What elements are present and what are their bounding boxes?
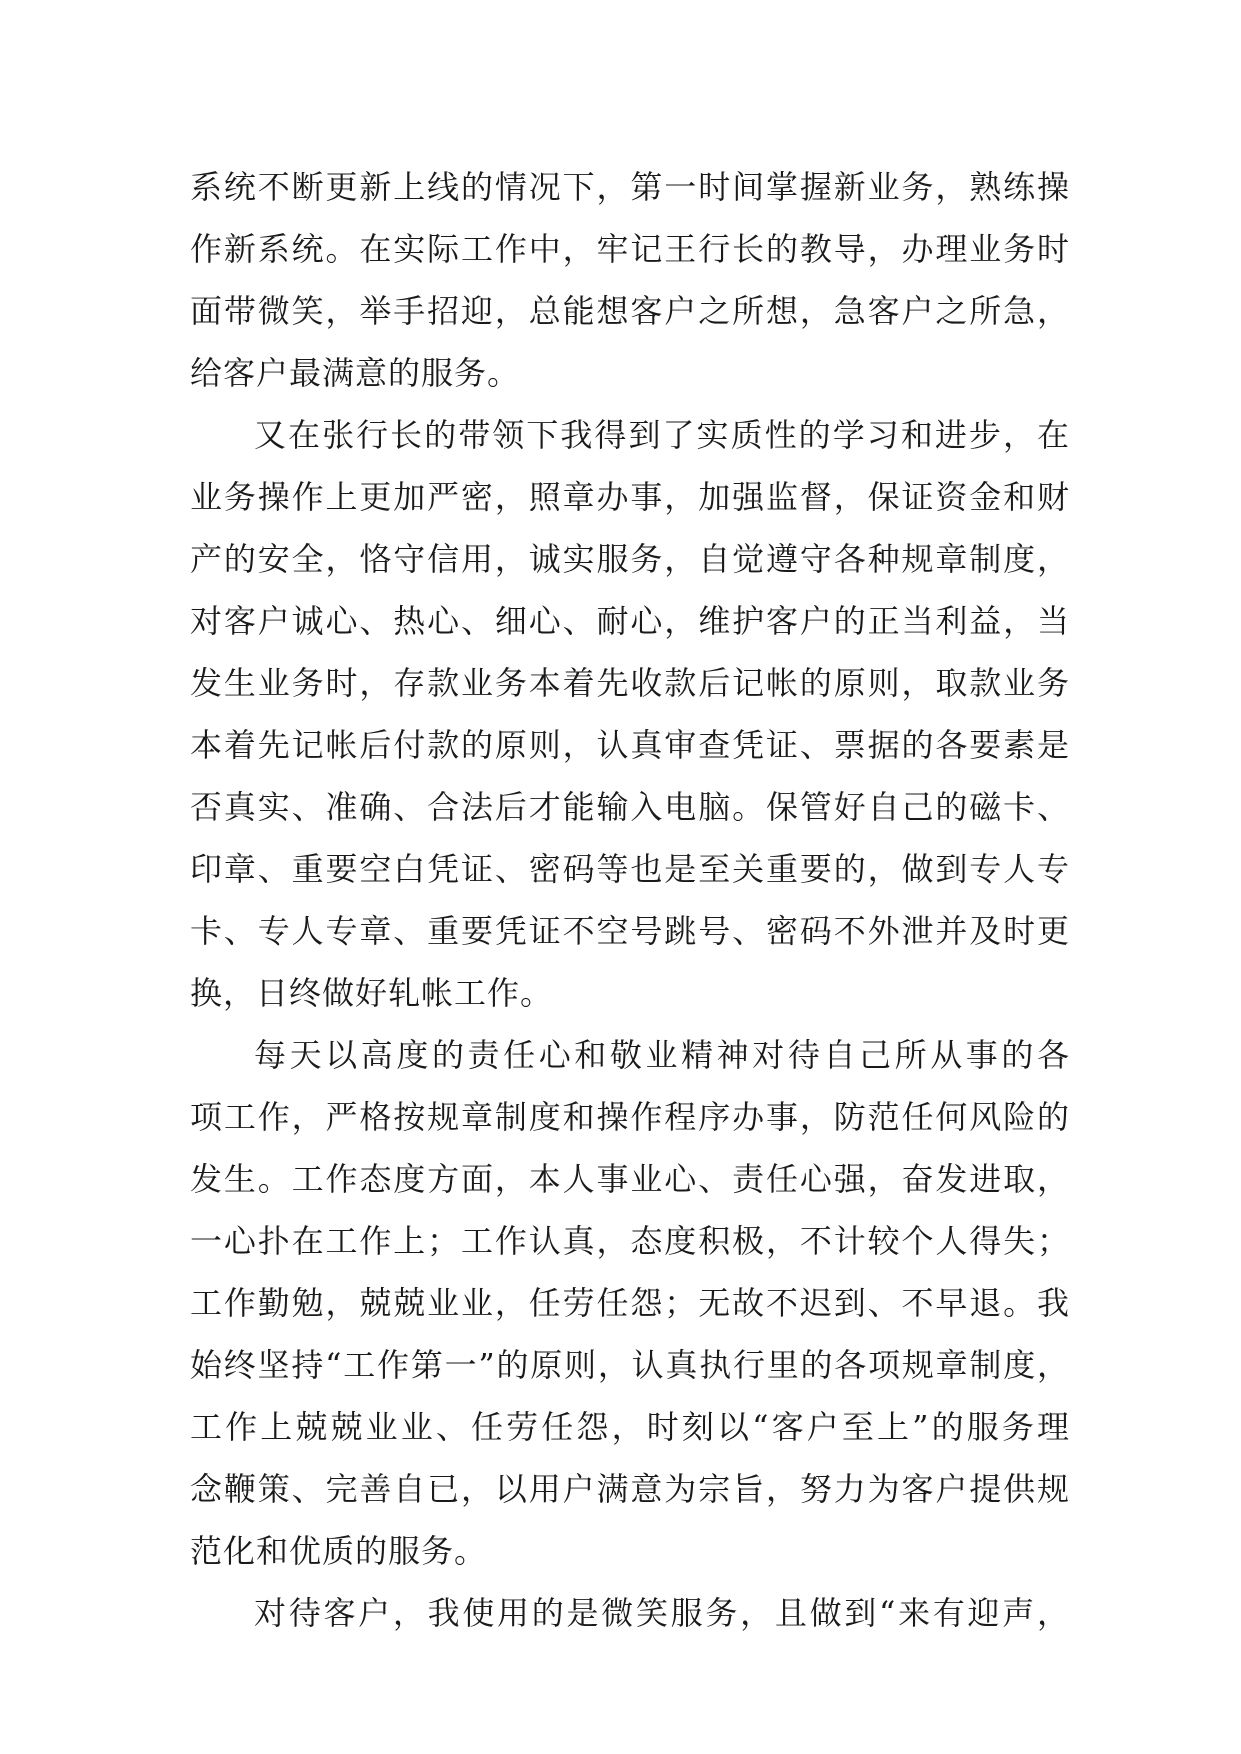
body-text [190, 156, 1070, 1644]
text-line: 发生。工作态度方面，本人事业心、责任心强，奋发进取， [190, 1160, 1070, 1198]
text-line: 否真实、准确、合法后才能输入电脑。保管好自己的磁卡、 [190, 788, 1070, 826]
text-line: 产的安全，恪守信用，诚实服务，自觉遵守各种规章制度， [190, 540, 1070, 578]
text-line: 又在张行长的带领下我得到了实质性的学习和进步，在 [254, 416, 1070, 454]
paragraph [190, 404, 1070, 1024]
text-line: 始终坚持“工作第一”的原则，认真执行里的各项规章制度， [190, 1346, 1070, 1384]
text-line: 对待客户，我使用的是微笑服务，且做到“来有迎声， [254, 1594, 1070, 1632]
text-line: 一心扑在工作上；工作认真，态度积极，不计较个人得失； [190, 1222, 1070, 1260]
text-line: 发生业务时，存款业务本着先收款后记帐的原则，取款业务 [190, 664, 1070, 702]
text-line: 本着先记帐后付款的原则，认真审查凭证、票据的各要素是 [190, 726, 1070, 764]
text-line: 面带微笑，举手招迎，总能想客户之所想，急客户之所急， [190, 292, 1070, 330]
text-line: 工作勤勉，兢兢业业，任劳任怨；无故不迟到、不早退。我 [190, 1284, 1070, 1322]
text-line: 念鞭策、完善自已，以用户满意为宗旨，努力为客户提供规 [190, 1470, 1070, 1508]
text-line: 作新系统。在实际工作中，牢记王行长的教导，办理业务时 [190, 230, 1070, 268]
paragraph [190, 1582, 1070, 1644]
text-line: 项工作，严格按规章制度和操作程序办事，防范任何风险的 [190, 1098, 1070, 1136]
text-line: 印章、重要空白凭证、密码等也是至关重要的，做到专人专 [190, 850, 1070, 888]
text-line: 卡、专人专章、重要凭证不空号跳号、密码不外泄并及时更 [190, 912, 1070, 950]
text-line: 范化和优质的服务。 [190, 1532, 488, 1570]
text-line: 工作上兢兢业业、任劳任怨，时刻以“客户至上”的服务理 [190, 1408, 1070, 1446]
paragraph [190, 156, 1070, 404]
text-line: 系统不断更新上线的情况下，第一时间掌握新业务，熟练操 [190, 168, 1070, 206]
text-line: 换，日终做好轧帐工作。 [190, 974, 554, 1012]
text-line: 业务操作上更加严密，照章办事，加强监督，保证资金和财 [190, 478, 1070, 516]
text-line: 给客户最满意的服务。 [190, 354, 521, 392]
text-line: 对客户诚心、热心、细心、耐心，维护客户的正当利益，当 [190, 602, 1070, 640]
text-line: 每天以高度的责任心和敬业精神对待自己所从事的各 [254, 1036, 1070, 1074]
paragraph [190, 1024, 1070, 1582]
